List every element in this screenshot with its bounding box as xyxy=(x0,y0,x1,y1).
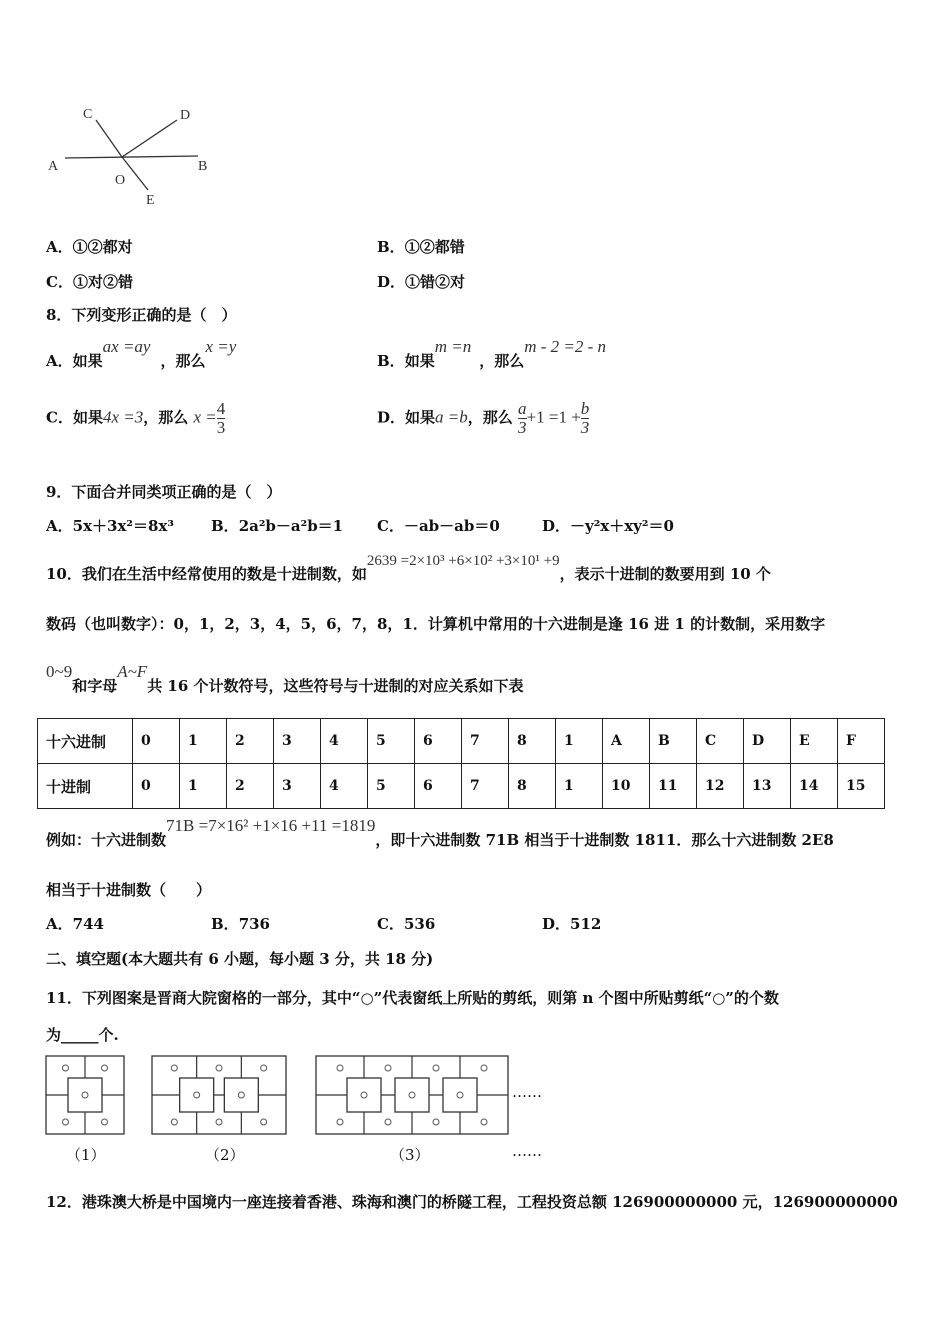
label-c: C xyxy=(83,107,93,122)
center-square xyxy=(224,1078,258,1112)
table-cell: B xyxy=(650,719,697,764)
q9-option-b: B．2a²b－a²b＝1 xyxy=(211,517,344,535)
table-cell: 6 xyxy=(415,764,462,809)
q9-option-d: D．－y²x＋xy²＝0 xyxy=(542,517,674,535)
q9-stem: 9．下面合并同类项正确的是（ ） xyxy=(46,483,282,501)
table-cell: 14 xyxy=(791,764,838,809)
q10-option-b: B．736 xyxy=(211,915,270,933)
q10-line3: 0~9和字母A~F共 16 个计数符号，这些符号与十进制的对应关系如下表 xyxy=(46,662,524,695)
q7-option-d: D．①错②对 xyxy=(377,273,466,291)
paper-cut-circle xyxy=(385,1065,391,1071)
paper-cut-circle xyxy=(216,1119,222,1125)
table-cell: 5 xyxy=(368,764,415,809)
label-o: O xyxy=(115,173,126,188)
paper-cut-circle xyxy=(261,1065,267,1071)
q10-line1: 10．我们在生活中经常使用的数是十进制数，如2639 =2×10³ +6×10² +3×10¹ +9，表示十进制的数要用到 10 个 xyxy=(46,553,771,583)
paper-cut-circle xyxy=(171,1119,177,1125)
q8-option-d: D．如果a =b，那么 $\frac{a}{3}$ +1 =1 + $\frac{b}{3}$ xyxy=(377,399,590,437)
q7-option-b: B．①②都错 xyxy=(377,238,465,256)
table-cell: 6 xyxy=(415,719,462,764)
paper-cut-circle xyxy=(63,1119,69,1125)
paper-cut-circle xyxy=(102,1119,108,1125)
paper-cut-circle xyxy=(337,1065,343,1071)
table-cell: 7 xyxy=(462,764,509,809)
row-header: 十六进制 xyxy=(38,719,133,764)
table-cell: A xyxy=(603,719,650,764)
q8-option-a: A．如果ax =ay，那么x =y xyxy=(46,337,237,370)
label-b: B xyxy=(198,159,208,174)
section-heading: 二、填空题(本大题共有 6 小题，每小题 3 分，共 18 分) xyxy=(46,950,434,968)
q10-example: 例如：十六进制数71B =7×16² +1×16 +11 =1819，即十六进制数 71B 相当于十进制数 1811．那么十六进制数 2E8 xyxy=(46,816,834,849)
q8-option-b: B．如果m =n，那么m - 2 =2 - n xyxy=(377,337,607,370)
paper-cut-circle xyxy=(481,1119,487,1125)
paper-cut-circle xyxy=(481,1065,487,1071)
center-square xyxy=(395,1078,429,1112)
q7-option-c: C．①对②错 xyxy=(46,273,133,291)
label-d: D xyxy=(180,108,191,123)
table-cell: D xyxy=(744,719,791,764)
table-cell: 10 xyxy=(603,764,650,809)
q7-option-a: A．①②都对 xyxy=(46,238,133,256)
table-cell: 0 xyxy=(133,764,180,809)
center-square xyxy=(180,1078,214,1112)
paper-cut-circle xyxy=(261,1119,267,1125)
q9-option-a: A．5x＋3x²＝8x³ xyxy=(46,517,174,535)
caption-2: （2） xyxy=(205,1146,245,1164)
q10-option-d: D．512 xyxy=(542,915,602,933)
q12-line1: 12．港珠澳大桥是中国境内一座连接着香港、珠海和澳门的桥隧工程，工程投资总额 126900000000 元，126900000000 xyxy=(46,1193,898,1211)
table-cell: 2 xyxy=(227,764,274,809)
paper-cut-circle xyxy=(433,1065,439,1071)
table-cell: 0 xyxy=(133,719,180,764)
table-cell: 15 xyxy=(838,764,885,809)
q8-option-c: C．如果4x =3，那么 x = $\frac{4}{3}$ xyxy=(46,399,226,437)
table-cell: 4 xyxy=(321,764,368,809)
q11-line2: 为_____个. xyxy=(46,1026,119,1044)
table-cell: 8 xyxy=(509,764,556,809)
table-cell: 1 xyxy=(556,764,603,809)
q8-stem: 8．下列变形正确的是（ ） xyxy=(46,306,237,324)
table-cell: E xyxy=(791,719,838,764)
table-cell: 13 xyxy=(744,764,791,809)
table-row-hex xyxy=(38,719,885,764)
center-square xyxy=(68,1078,102,1112)
table-cell: 2 xyxy=(227,719,274,764)
row-header: 十进制 xyxy=(38,764,133,809)
table-cell: 12 xyxy=(697,764,744,809)
q10-line5: 相当于十进制数（ ） xyxy=(46,881,212,899)
q9-option-c: C．－ab－ab＝0 xyxy=(377,517,500,535)
caption-1: （1） xyxy=(66,1146,106,1164)
paper-cut-circle xyxy=(433,1119,439,1125)
ellipsis: …… xyxy=(512,1083,542,1101)
hex-dec-table xyxy=(37,718,885,809)
label-e: E xyxy=(146,193,155,208)
table-cell: 8 xyxy=(509,719,556,764)
table-cell: 1 xyxy=(180,719,227,764)
center-square xyxy=(443,1078,477,1112)
table-row-dec xyxy=(38,764,885,809)
table-cell: F xyxy=(838,719,885,764)
paper-cut-circle xyxy=(63,1065,69,1071)
center-square xyxy=(347,1078,381,1112)
q11-line1: 11．下列图案是晋商大院窗格的一部分，其中“○”代表窗纸上所贴的剪纸，则第 n 个图中所贴剪纸“○”的个数 xyxy=(46,989,779,1007)
paper-cut-circle xyxy=(385,1119,391,1125)
table-cell: 3 xyxy=(274,764,321,809)
paper-cut-circle xyxy=(171,1065,177,1071)
table-cell: C xyxy=(697,719,744,764)
paper-cut-circle xyxy=(102,1065,108,1071)
q10-option-c: C．536 xyxy=(377,915,436,933)
caption-3: （3） xyxy=(390,1146,430,1164)
table-cell: 4 xyxy=(321,719,368,764)
angle-figure xyxy=(40,100,220,210)
q10-line2: 数码（也叫数字）：0，1，2，3，4，5，6，7，8，1．计算机中常用的十六进制是逢 16 进 1 的计数制，采用数字 xyxy=(46,615,826,633)
table-cell: 1 xyxy=(556,719,603,764)
table-cell: 3 xyxy=(274,719,321,764)
table-cell: 1 xyxy=(180,764,227,809)
table-cell: 5 xyxy=(368,719,415,764)
table-cell: 11 xyxy=(650,764,697,809)
table-cell: 7 xyxy=(462,719,509,764)
label-a: A xyxy=(48,159,59,174)
ellipsis: …… xyxy=(512,1142,542,1160)
paper-cut-circle xyxy=(216,1065,222,1071)
q10-option-a: A．744 xyxy=(46,915,104,933)
paper-cut-circle xyxy=(337,1119,343,1125)
